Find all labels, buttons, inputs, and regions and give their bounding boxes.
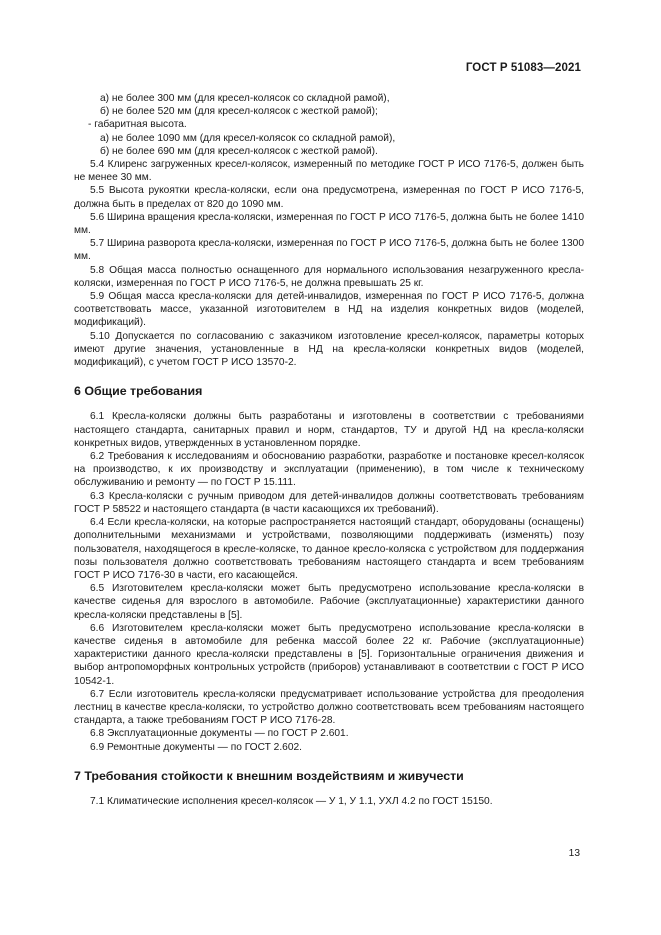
section-6-heading: 6 Общие требования <box>74 384 203 399</box>
clause-6-7: 6.7 Если изготовитель кресла-коляски предусматривает использование устройства для преодоления лестниц в качестве кресла-коляски, то устройство должно соответствовать всем требованиям настоящего стандарта, а также требованиям ГОСТ Р ИСО 7176-28. <box>74 688 584 727</box>
document-number-header: ГОСТ Р 51083—2021 <box>465 62 581 74</box>
dimension-list <box>74 92 584 158</box>
clause-6-2: 6.2 Требования к исследованиям и обоснованию разработки, разработке и постановке кресел-колясок на производство, к их производству и эксплуатации (применению), в том числе к техническому обслуживанию и ремонту — по ГОСТ Р 15.111. <box>74 451 584 489</box>
clause-5-6: 5.6 Ширина вращения кресла-коляски, измеренная по ГОСТ Р ИСО 7176-5, должна быть не более 1410 мм. <box>74 211 584 237</box>
clause-6-9: 6.9 Ремонтные документы — по ГОСТ 2.602. <box>90 741 302 753</box>
section-7-heading: 7 Требования стойкости к внешним воздействиям и живучести <box>74 768 464 783</box>
list-item: а) не более 1090 мм (для кресел-колясок со складной рамой), <box>100 132 396 144</box>
list-item: - габаритная высота. <box>88 119 187 131</box>
clause-7-1: 7.1 Климатические исполнения кресел-колясок — У 1, У 1.1, УХЛ 4.2 по ГОСТ 15150. <box>90 795 493 807</box>
clause-6-1: 6.1 Кресла-коляски должны быть разработаны и изготовлены в соответствии с требованиями настоящего стандарта, санитарных правил и норм, стандартов, ТУ и другой НД на кресла-коляски конкретных видов, утвержденных в установленном порядке. <box>74 411 584 449</box>
page-number: 13 <box>568 848 580 859</box>
clause-5-5: 5.5 Высота рукоятки кресла-коляски, если она предусмотрена, измеренная по ГОСТ Р ИСО 7176-5, должна быть в пределах от 820 до 1090 мм. <box>74 185 584 210</box>
clause-6-6: 6.6 Изготовителем кресла-коляски может быть предусмотрено использование кресла-коляски в качестве сиденья в автомобиле для ребенка массой более 22 кг. Рабочие (эксплуатационные) характеристики данного кресла-коляски представлены в [5]. Горизонтальные ограничения движения и выбор антропоморфных контрольных устройств (приборов) устанавливают в соответствии с ГОСТ Р ИСО 10542-1. <box>74 622 584 687</box>
page-content <box>74 90 584 808</box>
clause-5-4: 5.4 Клиренс загруженных кресел-колясок, измеренный по методике ГОСТ Р ИСО 7176-5, должен быть не менее 30 мм. <box>74 159 584 184</box>
clause-5-7: 5.7 Ширина разворота кресла-коляски, измеренная по ГОСТ Р ИСО 7176-5, должна быть не более 1300 мм. <box>74 238 584 263</box>
list-item: б) не более 690 мм (для кресел-колясок с жесткой рамой). <box>100 145 378 157</box>
clause-5-10: 5.10 Допускается по согласованию с заказчиком изготовление кресел-колясок, параметры которых имеют другие значения, установленные в НД на кресла-коляски конкретных видов (моделей, модификаций), с учетом ГОСТ Р ИСО 13570-2. <box>74 330 584 369</box>
clause-6-8: 6.8 Эксплуатационные документы — по ГОСТ Р 2.601. <box>90 728 349 740</box>
list-item: а) не более 300 мм (для кресел-колясок со складной рамой), <box>100 93 390 104</box>
list-item: б) не более 520 мм (для кресел-колясок с жесткой рамой); <box>100 106 378 118</box>
clause-5-8: 5.8 Общая масса полностью оснащенного для нормального использования незагруженного кресла-коляски, измеренная по ГОСТ Р ИСО 7176-5, не должна превышать 25 кг. <box>74 264 584 289</box>
clause-5-9: 5.9 Общая масса кресла-коляски для детей-инвалидов, измеренная по ГОСТ Р ИСО 7176-5, должна соответствовать массе, указанной изготовителем в НД на изделия конкретных видов (моделей, модификаций). <box>74 291 584 329</box>
clause-6-5: 6.5 Изготовителем кресла-коляски может быть предусмотрено использование кресла-коляски в качестве сиденья для взрослого в автомобиле. Рабочие (эксплуатационные) характеристики данного кресла-коляски представлены в [5]. <box>74 583 584 621</box>
clause-6-4: 6.4 Если кресла-коляски, на которые распространяется настоящий стандарт, оборудованы (оснащены) дополнительными механизмами и устройствами, позволяющими поддерживать (изменять) позу пользователя, находящегося в кресле-коляске, то данное кресло-коляска с устройством для поддержания позы пользователя должно соответствовать требованиям настоящего стандарта и всем требованиям ГОСТ Р ИСО 7176-30 в части, его касающейся. <box>74 517 584 581</box>
clause-6-3: 6.3 Кресла-коляски с ручным приводом для детей-инвалидов должны соответствовать требованиям ГОСТ Р 58522 и настоящего стандарта (в части касающихся их требований). <box>74 490 584 515</box>
